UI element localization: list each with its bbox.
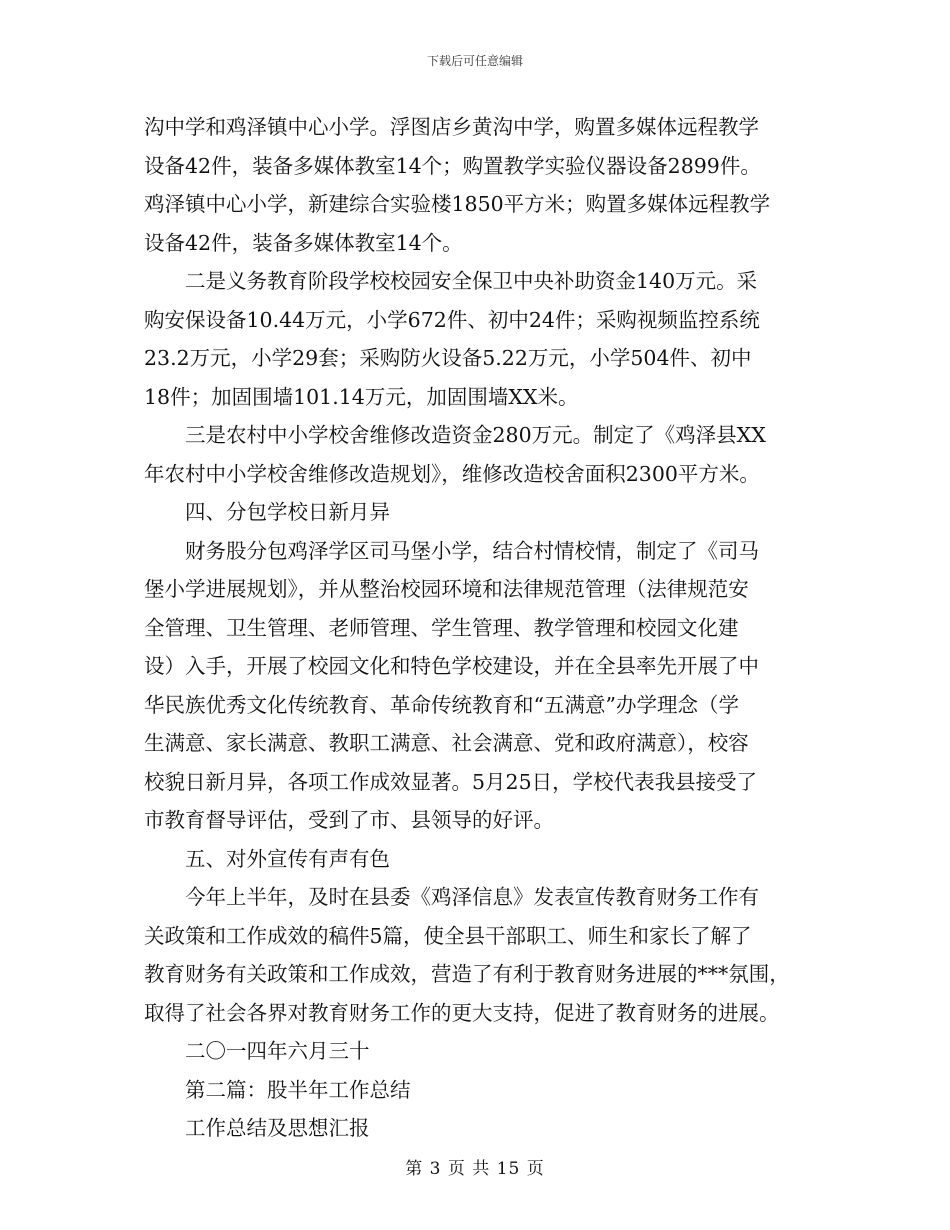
text-line: 全管理、卫生管理、老师管理、学生管理、教学管理和校园文化建 [144, 615, 739, 640]
text-line: 年农村中小学校舍维修改造规划》，维修改造校舍面积2300平方米。 [144, 461, 760, 486]
text-line: 四、分包学校日新月异 [185, 500, 390, 524]
text-line: 三是农村中小学校舍维修改造资金280万元。制定了《鸡泽县XX [185, 423, 766, 447]
text-line: 沟中学和鸡泽镇中心小学。浮图店乡黄沟中学，购置多媒体远程教学 [144, 115, 759, 139]
text-line: 鸡泽镇中心小学，新建综合实验楼1850平方米；购置多媒体远程教学 [144, 192, 771, 216]
text-line: 工作总结及思想汇报 [185, 1116, 370, 1140]
text-line: 生满意、家长满意、教职工满意、社会满意、党和政府满意），校容 [144, 731, 749, 755]
text-line: 第二篇：股半年工作总结 [185, 1077, 411, 1102]
text-line: 校貌日新月异，各项工作成效显著。5月25日，学校代表我县接受了 [144, 769, 758, 794]
text-line: 关政策和工作成效的稿件5篇，使全县干部职工、师生和家长了解了 [144, 923, 752, 948]
text-line: 18件；加固围墙101.14万元，加固围墙XX米。 [144, 384, 579, 409]
text-line: 23.2万元，小学29套；采购防火设备5.22万元，小学504件、初中 [144, 346, 752, 370]
text-line: 二是义务教育阶段学校校园安全保卫中央补助资金140万元。采 [185, 269, 758, 293]
text-line: 设）入手，开展了校园文化和特色学校建设，并在全县率先开展了中 [144, 654, 759, 678]
document-body [144, 108, 814, 1148]
text-line: 购安保设备10.44万元，小学672件、初中24件；采购视频监控系统 [144, 307, 760, 332]
text-line: 财务股分包鸡泽学区司马堡小学，结合村情校情，制定了《司马 [185, 538, 759, 563]
text-line: 五、对外宣传有声有色 [185, 846, 390, 871]
page-footer: 第 3 页 共 15 页 [405, 1159, 545, 1179]
text-line: 设备42件，装备多媒体教室14个；购置教学实验仪器设备2899件。 [144, 153, 761, 178]
text-line: 今年上半年，及时在县委《鸡泽信息》发表宣传教育财务工作有 [185, 885, 759, 909]
text-line: 教育财务有关政策和工作成效，营造了有利于教育财务进展的***氛围， [144, 962, 790, 986]
text-line: 设备42件，装备多媒体教室14个。 [144, 230, 463, 255]
text-line: 市教育督导评估，受到了市、县领导的好评。 [144, 808, 554, 832]
text-line: 堡小学进展规划》，并从整治校园环境和法律规范管理（法律规范安 [144, 577, 749, 601]
text-line: 华民族优秀文化传统教育、革命传统教育和“五满意”办学理念（学 [144, 692, 739, 717]
text-line: 二〇一四年六月三十 [185, 1039, 370, 1063]
text-line: 取得了社会各界对教育财务工作的更大支持，促进了教育财务的进展。 [144, 1000, 780, 1025]
page-header: 下载后可任意编辑 [426, 54, 523, 68]
